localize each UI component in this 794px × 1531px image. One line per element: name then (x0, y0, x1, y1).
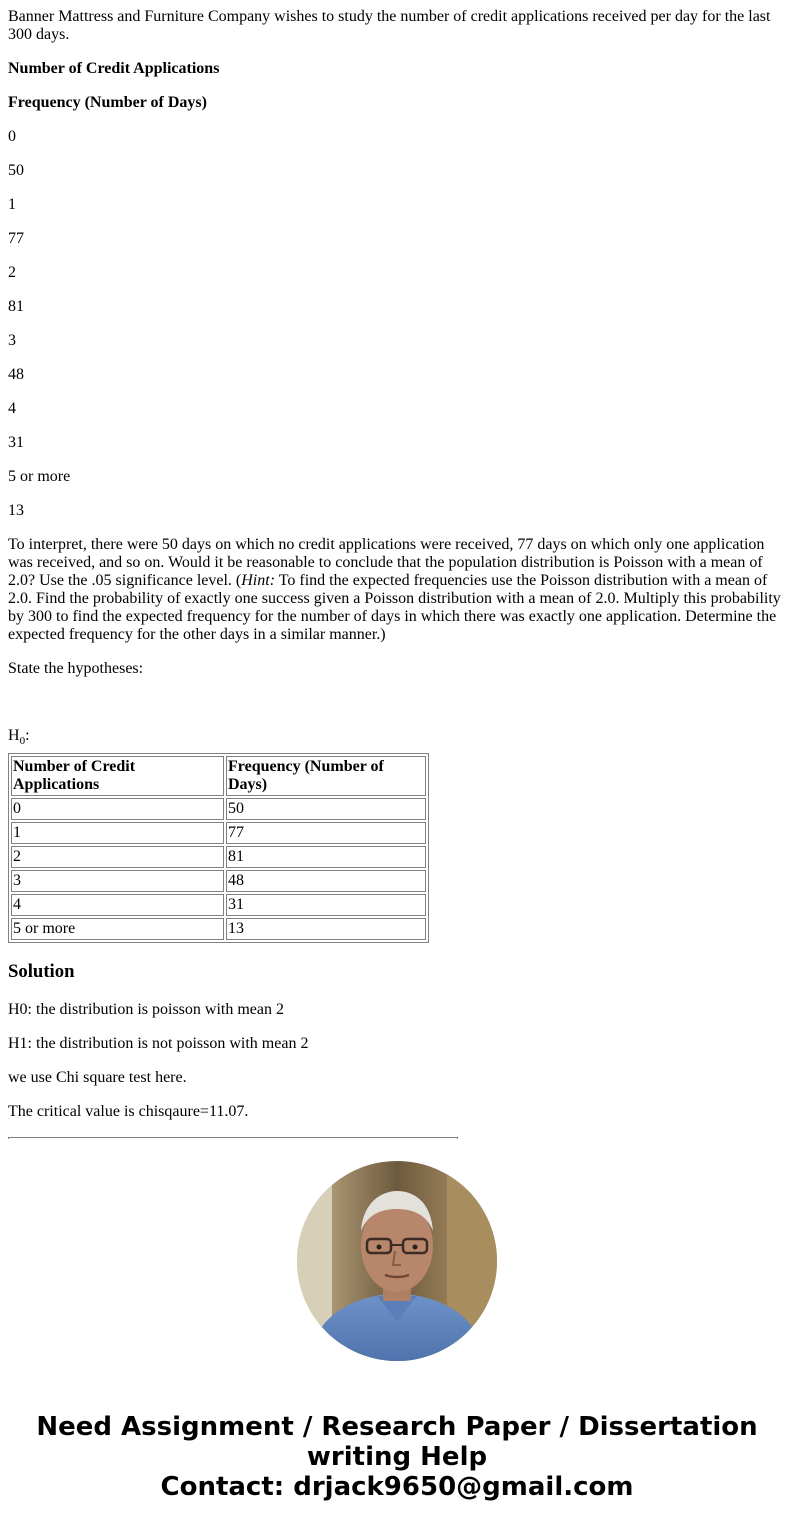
table-header-cell: Frequency (Number of Days) (226, 756, 426, 796)
interpretation-part2: To find the expected frequencies use the Poisson distribution with a mean of 2.0. Find the probability of exactly one success given a Poisson distribution with a mean of 2.0. Multiply this probability by 300 to find the expected frequency for the number of days in which there was exactly one application. Determine the expected frequency for the other days in a similar manner.) (8, 572, 781, 643)
promo-contact: Contact: drjack9650@gmail.com (160, 1472, 634, 1502)
col1-heading-text: Number of Credit Applications (8, 60, 220, 77)
table-header-cell: Number of Credit Applications (11, 756, 224, 796)
table-cell: 1 (11, 822, 224, 844)
h0-subscript: 0 (19, 735, 26, 748)
table-cell: 48 (226, 870, 426, 892)
value-line: 2 (8, 264, 16, 281)
table-row (11, 822, 426, 844)
image-frame-edge (8, 1137, 458, 1139)
value-line: 77 (8, 230, 24, 247)
value-line: 0 (8, 128, 16, 145)
table-row (11, 870, 426, 892)
promo-line-2: writing Help (306, 1442, 488, 1472)
table-cell: 3 (11, 870, 224, 892)
hint-label: Hint: (241, 572, 276, 589)
solution-h0: H0: the distribution is poisson with mean 2 (8, 1001, 284, 1018)
table-row (11, 918, 426, 940)
value-line: 3 (8, 332, 16, 349)
table-cell: 50 (226, 798, 426, 820)
value-line: 4 (8, 400, 16, 417)
blank-space (8, 694, 786, 727)
table-cell: 13 (226, 918, 426, 940)
table-cell: 4 (11, 894, 224, 916)
solution-critical-value: The critical value is chisqaure=11.07. (8, 1103, 249, 1120)
author-avatar (297, 1161, 497, 1361)
col2-heading-text: Frequency (Number of Days) (8, 94, 207, 111)
h0-label (8, 727, 786, 748)
table-cell: 2 (11, 846, 224, 868)
h0-letter: H (8, 727, 20, 744)
table-cell: 5 or more (11, 918, 224, 940)
value-line: 50 (8, 162, 24, 179)
table-cell: 77 (226, 822, 426, 844)
value-line: 13 (8, 502, 24, 519)
table-cell: 0 (11, 798, 224, 820)
frequency-table (8, 753, 429, 943)
solution-method: we use Chi square test here. (8, 1069, 187, 1086)
value-line: 48 (8, 366, 24, 383)
h0-colon: : (25, 727, 30, 744)
value-line: 1 (8, 196, 16, 213)
solution-heading: Solution (8, 961, 75, 982)
intro-text: Banner Mattress and Furniture Company wishes to study the number of credit applications received per day for the last 300 days. (8, 8, 771, 43)
table-cell: 31 (226, 894, 426, 916)
table-row (11, 846, 426, 868)
interpretation-paragraph (8, 536, 786, 644)
state-hypotheses-label: State the hypotheses: (8, 660, 144, 677)
avatar-photo-icon (297, 1161, 497, 1361)
promo-banner (0, 1412, 794, 1502)
value-line: 5 or more (8, 468, 71, 485)
solution-h1: H1: the distribution is not poisson with mean 2 (8, 1035, 309, 1052)
page (0, 8, 794, 1139)
table-cell: 81 (226, 846, 426, 868)
interpretation-part1: To interpret, there were 50 days on which no credit applications were received, 77 days on which only one application was received, and so on. Would it be reasonable to conclude that the population distribution is Poisson with a mean of 2.0? Use the .05 significance level. ( (8, 536, 765, 589)
table-header-row (11, 756, 426, 796)
table-row (11, 798, 426, 820)
value-line: 31 (8, 434, 24, 451)
promo-line-1: Need Assignment / Research Paper / Dissertation (36, 1412, 758, 1442)
table-row (11, 894, 426, 916)
value-line: 81 (8, 298, 24, 315)
